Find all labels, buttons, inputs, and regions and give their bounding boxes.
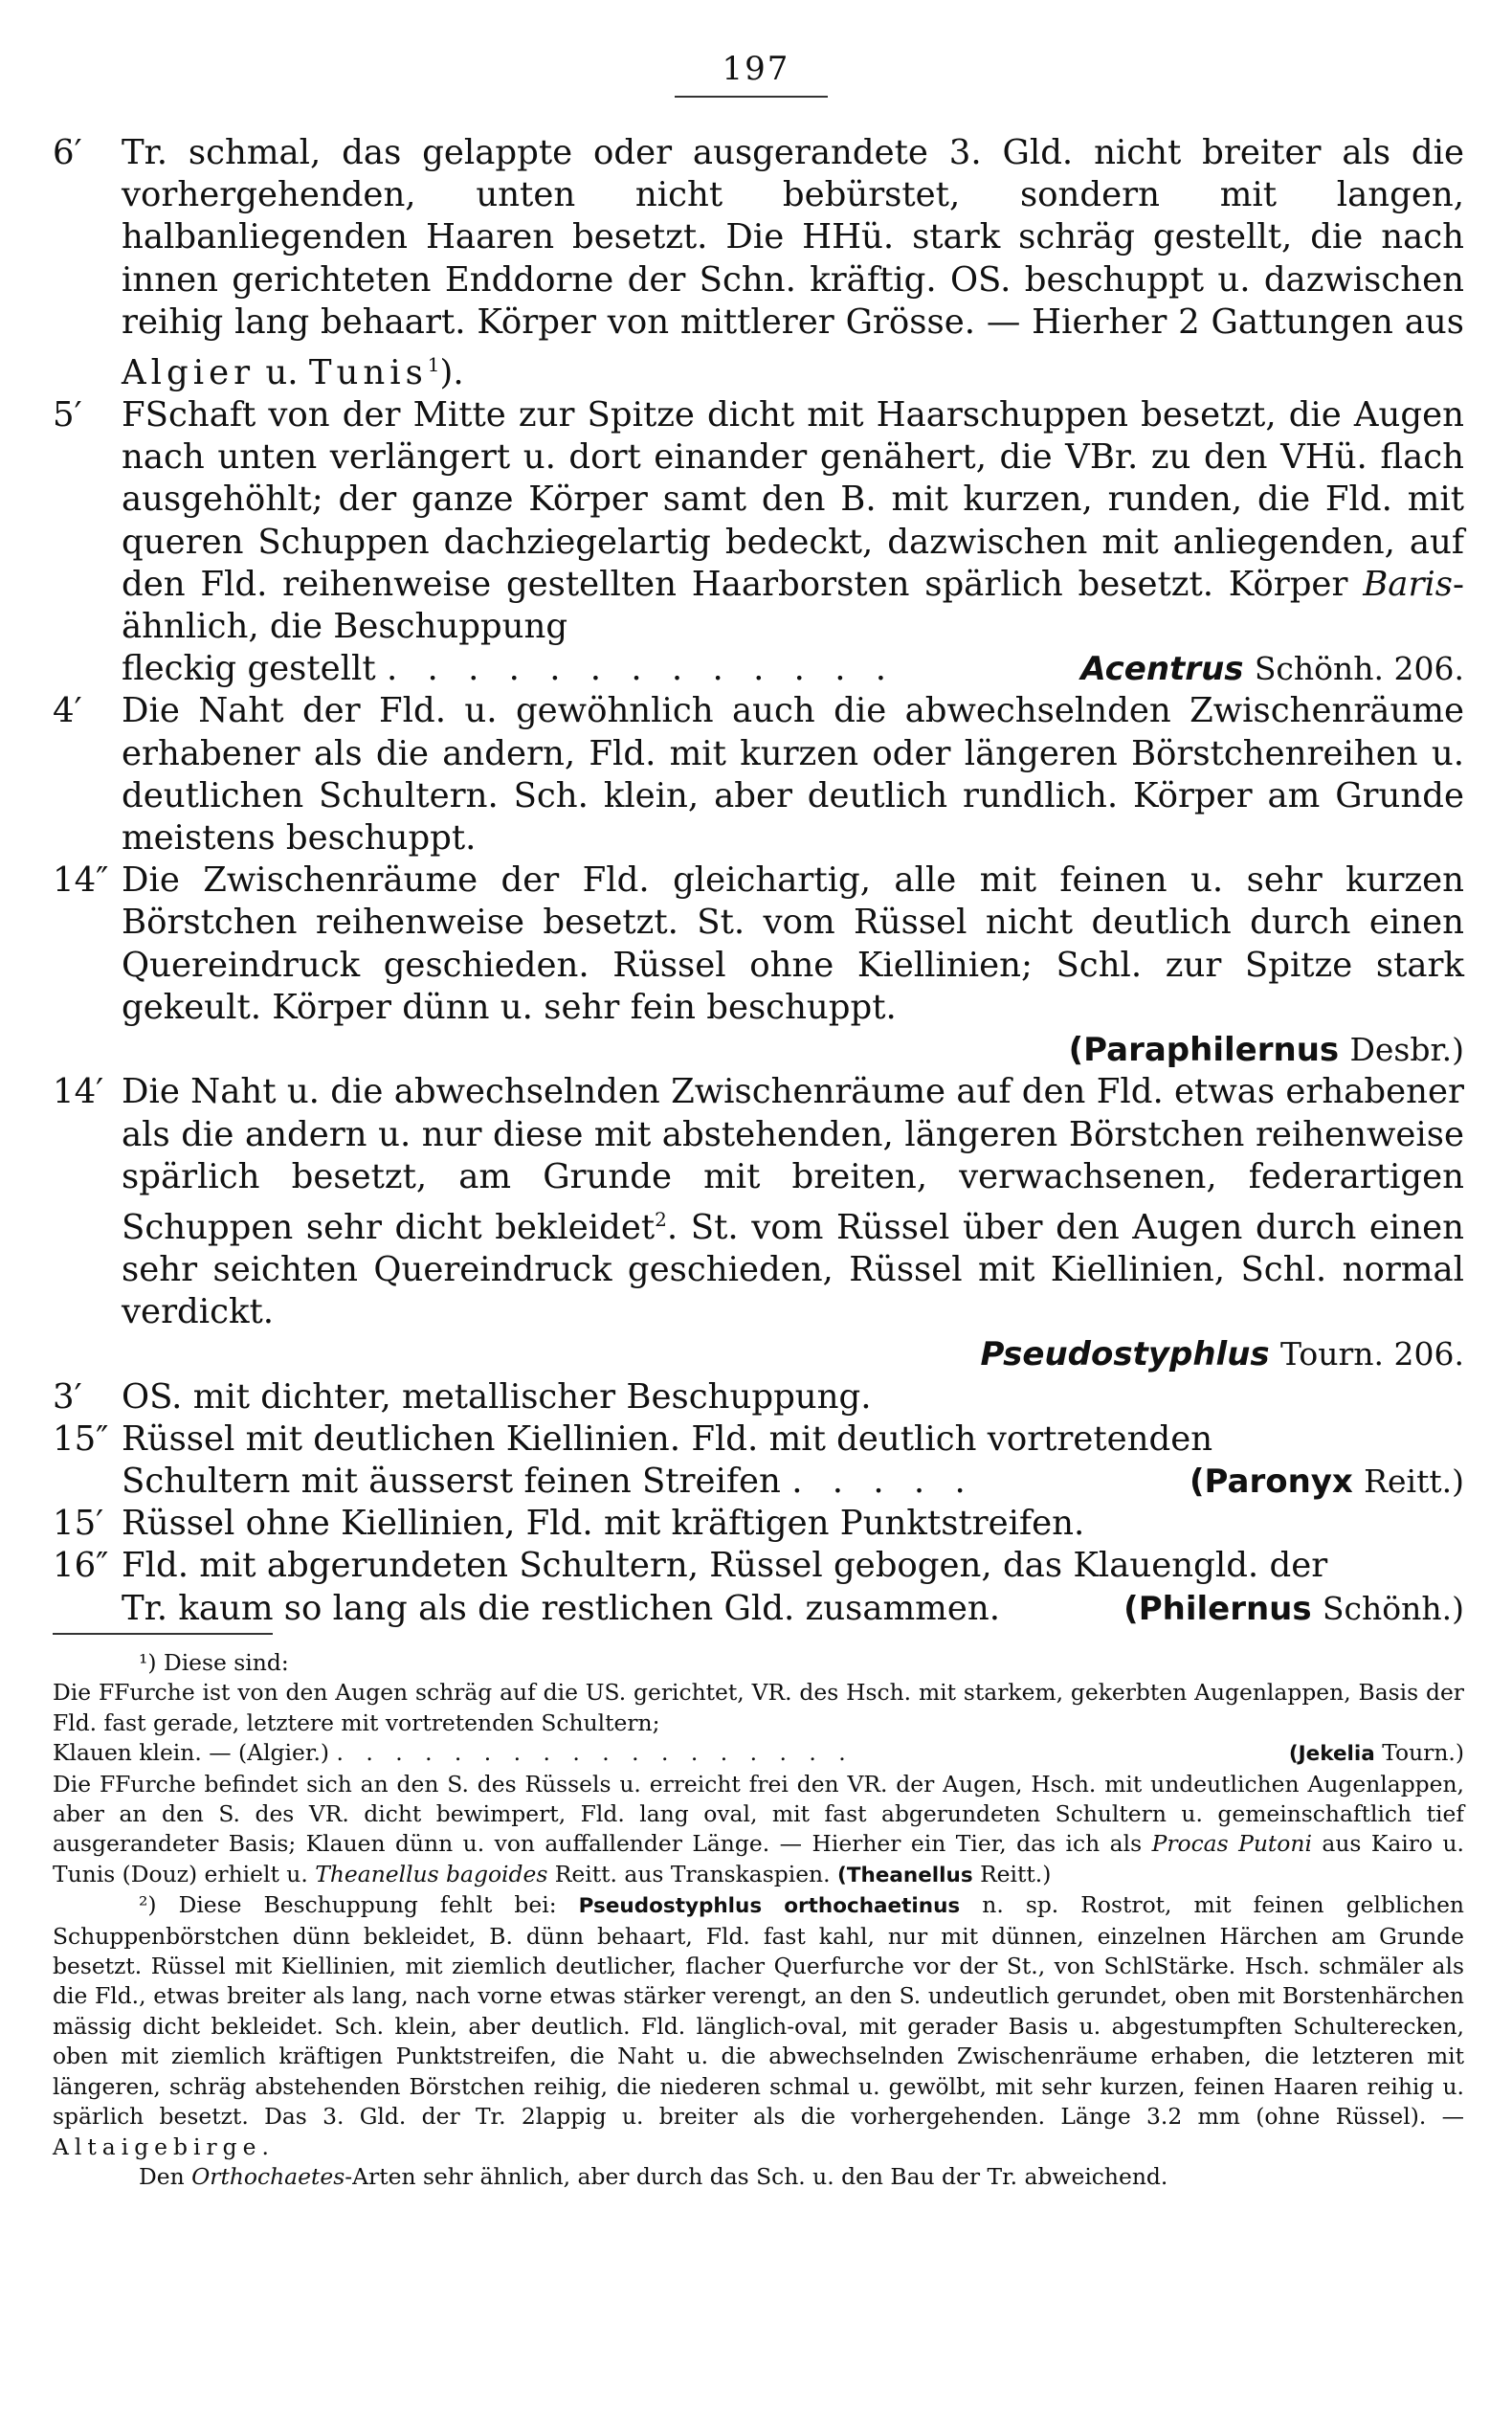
footnote-ref: 2: [655, 1207, 667, 1231]
genus-author: Reitt.): [980, 1860, 1052, 1887]
entry-text: Tr. schmal, das gelappte oder ausgerandete 3. Gld. nicht breiter als die vorhergehenden, unten nicht bebürstet, sondern mit langen, halbanliegenden Haaren besetzt. Die HHü. stark schräg gestellt, die nach innen gerichteten Enddorne der Schn. kräftig. OS. beschuppt u. dazwischen reihig lang behaart. Körper von mittlerer Grösse. — Hierher 2 Gattungen aus Algier u. Tunis$^1$).: [122, 133, 1464, 392]
genus-author: Tourn. 206.: [1279, 1335, 1464, 1373]
genus-name: (Paraphilernus: [1068, 1031, 1340, 1070]
couplet-number: 14″: [53, 860, 109, 901]
leader-dots: . . . . .: [791, 1461, 975, 1501]
entry-text: FSchaft von der Mitte zur Spitze dicht mit Haarschuppen besetzt, die Augen nach unten verlängert u. dort einander genähert, die VBr. zu den VHü. flach ausgehöhlt; der ganze Körper samt den B. mit kurzen, runden, die Fld. mit queren Schuppen dachziegelartig bedeckt, dazwischen mit anliegenden, auf den Fld. reihenweise gestellten Haarborsten spärlich besetzt. Körper Baris-ähnlich, die Beschuppung: [122, 395, 1464, 647]
page-number: 197: [722, 50, 790, 88]
place-name: Altaigebirge.: [53, 2133, 275, 2160]
genus-author: Schönh.): [1322, 1589, 1464, 1627]
genus-author: Tourn.): [1382, 1739, 1464, 1767]
footnote-2-last: Den Orthochaetes-Arten sehr ähnlich, aber durch das Sch. u. den Bau der Tr. abweichend.: [139, 2162, 1168, 2190]
couplet-number: 5′: [53, 395, 82, 435]
entry-text: Rüssel ohne Kiellinien, Fld. mit kräftigen Punktstreifen.: [122, 1504, 1085, 1544]
key-entry-14a: [53, 860, 1464, 1071]
key-entry-15b: [53, 1503, 1464, 1545]
genus-name: (Jekelia: [1288, 1742, 1375, 1767]
key-entry-3: [53, 1376, 1464, 1418]
footnote-1b: Die FFurche befindet sich an den S. des Rüssels u. erreicht frei den VR. der Augen, Hsch. mit undeutlichen Augenlappen, aber an den S. des VR. dicht bewimpert, Fld. lang oval, mit fast abgerundeten Schultern u. gemeinschaftlich tief ausgerandeter Basis; Klauen dünn u. von auffallender Länge. — Hierher ein Tier, das ich als Procas Putoni aus Kairo u. Tunis (Douz) erhielt u. Theanellus bagoides Reitt. aus Transkaspien. (Theanellus Reitt.): [53, 1770, 1464, 1887]
key-entry-6: [53, 132, 1464, 394]
couplet-number: 6′: [53, 133, 82, 172]
genus-author: Reitt.): [1364, 1462, 1464, 1500]
entry-text: Die Zwischenräume der Fld. gleichartig, alle mit feinen u. sehr kurzen Börstchen reihenweise besetzt. St. vom Rüssel nicht deutlich durch einen Quereindruck geschieden. Rüssel ohne Kiellinien; Schl. zur Spitze stark gekeult. Körper dünn u. sehr fein beschuppt.: [122, 860, 1464, 1027]
entry-text: Fld. mit abgerundeten Schultern, Rüssel gebogen, das Klauengld. der: [122, 1546, 1328, 1586]
species-name: Procas Putoni: [1151, 1830, 1312, 1858]
leader-dots: . . . . . . . . . . . . .: [386, 649, 897, 689]
genus-name: (Philernus: [1123, 1589, 1312, 1628]
key-entry-15a: [53, 1418, 1464, 1503]
genus-name: (Paronyx: [1189, 1462, 1353, 1501]
footnotes: [53, 1648, 1464, 2192]
place-name: Tunis: [308, 352, 428, 392]
genus-name: Pseudostyphlus: [980, 1335, 1270, 1374]
genus-author: Schönh. 206.: [1254, 650, 1464, 688]
footnote-1a-taxon: Klauen klein. — (Algier.) . . . . . . . . . . . . . . . . . . (Jekelia Tourn.): [53, 1738, 1464, 1769]
key-entry-14b: [53, 1071, 1464, 1375]
key-entry-16: [53, 1545, 1464, 1629]
footnote-1-label: ¹) Diese sind:: [139, 1649, 289, 1676]
species-name: Pseudostyphlus orthochaetinus: [578, 1894, 961, 1919]
entry-text: Die Naht u. die abwechselnden Zwischenräume auf den Fld. etwas erhabener als die andern u. nur diese mit abstehenden, längeren Börstchen reihenweise spärlich besetzt, am Grunde mit breiten, verwachsenen, federartigen Schuppen sehr dicht bekleidet$^2$. St. vom Rüssel über den Augen durch einen sehr seichten Quereindruck geschieden, Rüssel mit Kiellinien, Schl. normal verdickt.: [122, 1072, 1465, 1332]
genus-author: Desbr.): [1349, 1031, 1464, 1069]
couplet-number: 14′: [53, 1072, 104, 1112]
footnote-ref: 1: [427, 353, 440, 377]
key-entry-5: [53, 394, 1464, 690]
genus-reference: Baris: [1363, 564, 1453, 604]
entry-text: Rüssel mit deutlichen Kiellinien. Fld. mit deutlich vortretenden: [122, 1418, 1213, 1459]
taxon-line: Schultern mit äusserst feinen Streifen . . . . . (Paronyx Reitt.): [122, 1461, 1464, 1503]
header-rule: [675, 96, 828, 98]
taxon-line: fleckig gestellt . . . . . . . . . . . . . Acentrus Schönh. 206.: [122, 648, 1464, 690]
couplet-number: 15″: [53, 1418, 109, 1459]
entry-text: Die Naht der Fld. u. gewöhnlich auch die abwechselnden Zwischenräume erhabener als die andern, Fld. mit kurzen oder längeren Börstchenreihen u. deutlichen Schultern. Sch. klein, aber deutlich rundlich. Körper am Grunde meistens beschuppt.: [122, 691, 1464, 859]
genus-reference: Orthochaetes: [191, 2162, 345, 2190]
genus-name: Acentrus: [1080, 650, 1244, 689]
footnote-1a: Die FFurche ist von den Augen schräg auf die US. gerichtet, VR. des Hsch. mit starkem, gekerbten Augenlappen, Basis der Fld. fast gerade, letztere mit vortretenden Schultern;: [53, 1679, 1464, 1736]
footnote-separator: [53, 1633, 273, 1635]
footnote-2: ²) Diese Beschuppung fehlt bei: Pseudostyphlus orthochaetinus n. sp. Rostrot, mit feinen gelblichen Schuppenbörstchen dünn bekleidet, B. dünn behaart, Fld. fast kahl, nur mit dünnen, einzelnen Härchen am Grunde besetzt. Rüssel mit Kiellinien, mit ziemlich deutlicher, flacher Querfurche vor der St., von SchlStärke. Hsch. schmäler als die Fld., etwas breiter als lang, nach vorne etwas stärker verengt, an den S. undeutlich gerundet, oben mit Borstenhärchen mässig dicht bekleidet. Sch. klein, aber deutlich. Fld. länglich-oval, mit gerader Basis u. abgestumpften Schulterecken, oben mit ziemlich kräftigen Punktstreifen, die Naht u. die abwechselnden Zwischenräume erhaben, die letzteren mit längeren, schräg abstehenden Börstchen reihig, die niederen schmal u. gewölbt, mit sehr kurzen, feinen Haaren reihig u. spärlich besetzt. Das 3. Gld. der Tr. 2lappig u. breiter als die vorhergehenden. Länge 3.2 mm (ohne Rüssel). — Altaigebirge.: [53, 1891, 1464, 2160]
taxon-line: [122, 1333, 1464, 1375]
taxon-line: Tr. kaum so lang als die restlichen Gld. zusammen. (Philernus Schönh.): [122, 1588, 1464, 1630]
species-name: Theanellus bagoides: [315, 1860, 548, 1887]
couplet-number: 16″: [53, 1546, 109, 1586]
entry-text: OS. mit dichter, metallischer Beschuppung.: [122, 1376, 872, 1417]
genus-name: (Theanellus: [837, 1863, 973, 1887]
place-name: Algier: [122, 352, 256, 392]
taxon-line: [122, 1029, 1464, 1071]
couplet-number: 15′: [53, 1504, 104, 1544]
couplet-number: 3′: [53, 1376, 82, 1417]
key-body: [53, 132, 1464, 1630]
key-entry-4: [53, 690, 1464, 860]
couplet-number: 4′: [53, 691, 82, 731]
